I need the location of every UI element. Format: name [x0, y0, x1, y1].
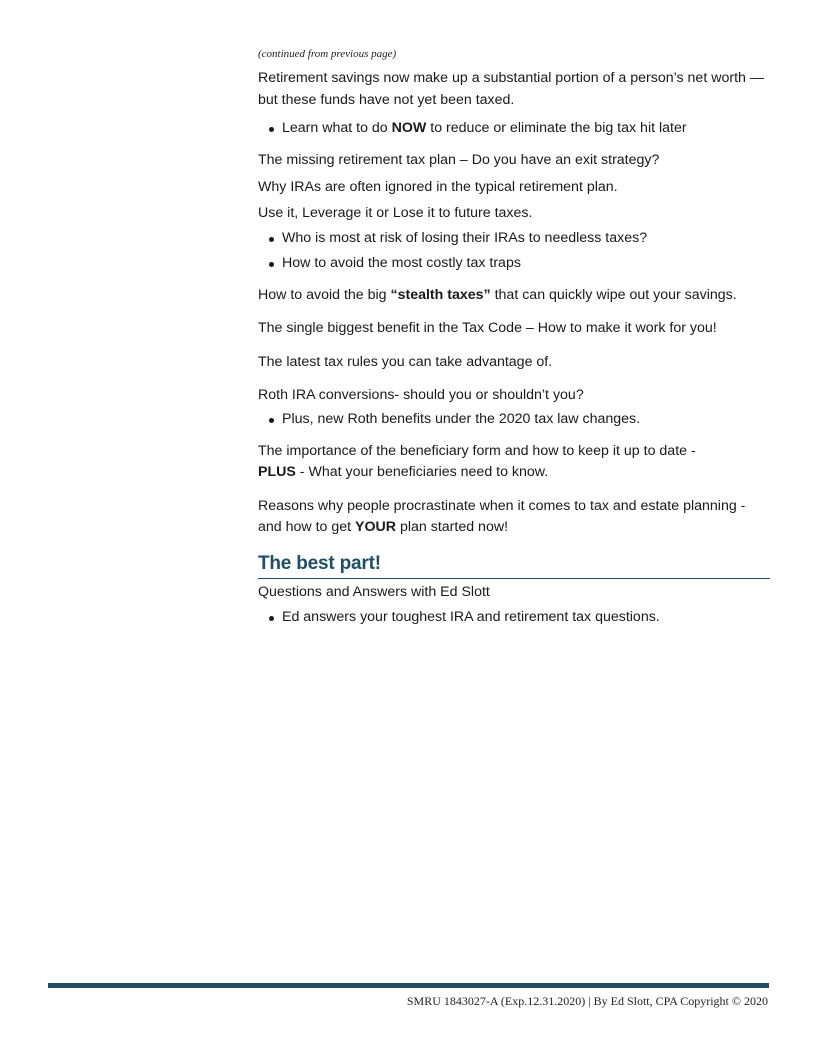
intro-bullets: [258, 119, 770, 138]
emphasis: YOUR: [355, 519, 397, 535]
qa-line: Questions and Answers with Ed Slott: [258, 583, 490, 600]
list-item: Learn what to do NOW to reduce or eliminate the big tax hit later: [258, 119, 770, 138]
qa-bullets: [258, 608, 770, 627]
latest-rules-line: The latest tax rules you can take advantage of.: [258, 353, 553, 370]
roth-bullets: [258, 410, 770, 429]
best-part-heading: The best part!: [258, 553, 770, 579]
use-it-bullets: [258, 229, 770, 273]
list-item: Ed answers your toughest IRA and retirement tax questions.: [258, 608, 770, 627]
roth-line: Roth IRA conversions- should you or shouldn’t you?: [258, 387, 584, 403]
iras-ignored-line: Why IRAs are often ignored in the typical retirement plan.: [258, 178, 618, 195]
intro-paragraph: Retirement savings now make up a substantial portion of a person’s net worth — but these funds have not yet been taxed.: [258, 70, 765, 108]
stealth-taxes-line: How to avoid the big “stealth taxes” that can quickly wipe out your savings.: [258, 286, 737, 303]
biggest-benefit-line: The single biggest benefit in the Tax Code – How to make it work for you!: [258, 320, 717, 336]
procrastinate-paragraph: Reasons why people procrastinate when it comes to tax and estate planning - and how to get YOUR plan started now!: [258, 497, 746, 535]
missing-plan-line: The missing retirement tax plan – Do you have an exit strategy?: [258, 152, 660, 168]
list-item: Plus, new Roth benefits under the 2020 tax law changes.: [258, 410, 770, 429]
emphasis: NOW: [391, 120, 427, 136]
list-item: Who is most at risk of losing their IRAs to needless taxes?: [258, 229, 770, 248]
footer-text: SMRU 1843027-A (Exp.12.31.2020) | By Ed Slott, CPA Copyright © 2020: [406, 994, 768, 1008]
emphasis: “stealth taxes”: [390, 286, 491, 303]
document-body: [258, 46, 770, 633]
footer-rule: [48, 983, 769, 988]
continued-note: (continued from previous page): [258, 48, 397, 60]
use-it-line: Use it, Leverage it or Lose it to future taxes.: [258, 205, 533, 221]
list-item: How to avoid the most costly tax traps: [258, 254, 770, 273]
emphasis: PLUS: [258, 464, 296, 480]
beneficiary-paragraph: The importance of the beneficiary form and how to keep it up to date - PLUS - What your beneficiaries need to know.: [258, 442, 696, 480]
